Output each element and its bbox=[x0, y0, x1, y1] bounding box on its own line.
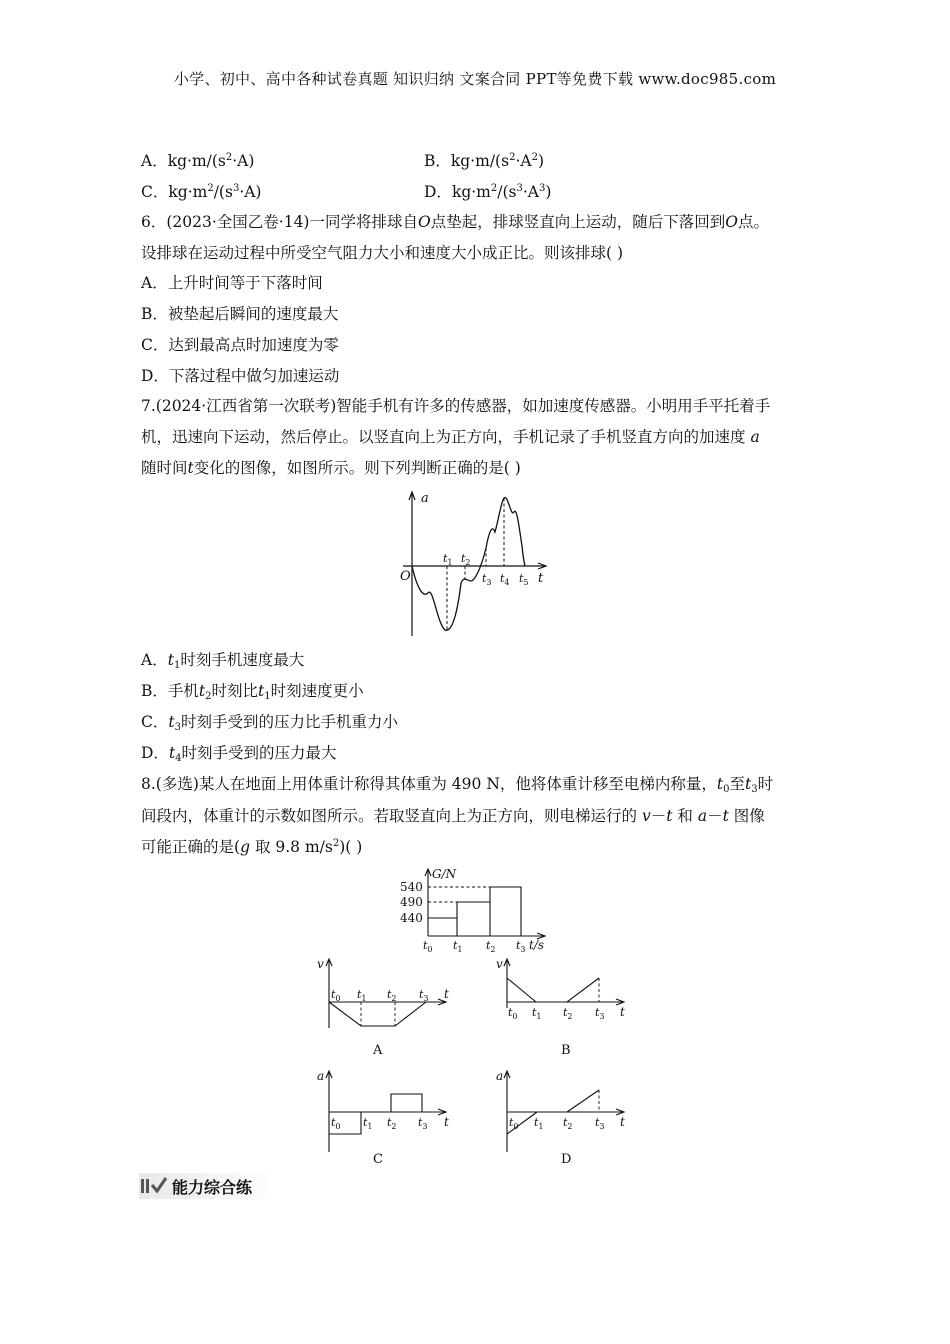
qc-tlabel: t bbox=[444, 1115, 449, 1129]
q7-option-a: A．$t_1$时刻手机速度最大 bbox=[141, 651, 305, 671]
qd-t1: $t_1$ bbox=[534, 1116, 544, 1131]
q8-option-b-graph bbox=[495, 958, 635, 1058]
qa-t2: $t_2$ bbox=[387, 988, 397, 1003]
q7-tick-t3: $t_3$ bbox=[482, 572, 492, 587]
q7-option-c: C．$t_3$时刻手受到的压力比手机重力小 bbox=[141, 713, 398, 733]
q7-stem-line1: 7.(2024·江西省第一次联考)智能手机有许多的传感器，如加速度传感器。小明用手平托着手 bbox=[141, 397, 771, 415]
q7-option-b: B．手机$t_2$时刻比$t_1$时刻速度更小 bbox=[141, 682, 364, 702]
q6-option-c: C．达到最高点时加速度为零 bbox=[141, 336, 339, 354]
qb-t3: $t_3$ bbox=[595, 1006, 605, 1021]
q8-stem-line3: 可能正确的是(g 取 9.8 $m/s^2$)( ) bbox=[141, 838, 363, 856]
q7-acceleration-graph bbox=[395, 488, 555, 638]
q8-g-xtick-t0: $t_0$ bbox=[423, 939, 433, 954]
q7-tick-t5: $t_5$ bbox=[519, 572, 529, 587]
qd-t0: $t_0$ bbox=[509, 1116, 519, 1131]
q8-stem-line1: 8.(多选)某人在地面上用体重计称得其体重为 490 N，他将体重计移至电梯内称量，$t_0$至$t_3$时 bbox=[141, 775, 774, 795]
q6-stem-line1: 6．(2023·全国乙卷·14)一同学将排球自O点垫起，排球竖直向上运动，随后下落回到O点。 bbox=[141, 213, 769, 231]
q7-tick-t4: $t_4$ bbox=[500, 572, 510, 587]
q7-option-d: D．$t_4$时刻手受到的压力最大 bbox=[141, 744, 337, 764]
section-title: 能力综合练 bbox=[172, 1178, 253, 1197]
qa-t0: $t_0$ bbox=[331, 988, 341, 1003]
qa-t1: $t_1$ bbox=[357, 988, 367, 1003]
q7-stem-line3: 随时间t变化的图像，如图所示。则下列判断正确的是( ) bbox=[141, 459, 521, 477]
qc-t2: $t_2$ bbox=[387, 1116, 397, 1131]
qa-tlabel: t bbox=[444, 987, 449, 1001]
q7-origin-label: O bbox=[400, 569, 411, 584]
q8-g-ytick-540: 540 bbox=[400, 880, 423, 894]
qb-t0: $t_0$ bbox=[508, 1006, 518, 1021]
q7-x-label: t bbox=[538, 571, 544, 586]
q8-option-d-graph bbox=[495, 1068, 635, 1168]
q8-weight-graph bbox=[398, 866, 558, 954]
qb-tlabel: t bbox=[620, 1005, 625, 1019]
qd-tlabel: t bbox=[620, 1115, 625, 1129]
q8-stem-line2: 间段内，体重计的示数如图所示。若取竖直向上为正方向，则电梯运行的 v－t 和 a－t 图像 bbox=[141, 807, 765, 825]
qc-alabel: a bbox=[317, 1069, 325, 1083]
q8-g-ytick-490: 490 bbox=[400, 895, 423, 909]
section-heading bbox=[139, 1173, 275, 1199]
q8-g-xlabel: t/s bbox=[529, 938, 545, 952]
qa-vlabel: v bbox=[317, 957, 324, 971]
q7-tick-t1: $t_1$ bbox=[443, 552, 453, 567]
qb-t2: $t_2$ bbox=[563, 1006, 573, 1021]
q6-option-b: B．被垫起后瞬间的速度最大 bbox=[141, 305, 339, 323]
q6-stem-line2: 设排球在运动过程中所受空气阻力大小和速度大小成正比。则该排球( ) bbox=[141, 244, 624, 262]
q8-option-c-graph bbox=[315, 1068, 455, 1168]
q8-g-ylabel: G/N bbox=[432, 867, 457, 881]
q7-stem-line2: 机，迅速向下运动，然后停止。以竖直向上为正方向，手机记录了手机竖直方向的加速度 a bbox=[141, 428, 760, 446]
qd-alabel: a bbox=[496, 1069, 504, 1083]
option-a-caption: A bbox=[373, 1043, 383, 1058]
q5-option-b: B．$kg\cdot m/(s^2\cdot A^2)$ bbox=[424, 152, 544, 170]
qc-t1: $t_1$ bbox=[363, 1116, 373, 1131]
q6-option-a: A．上升时间等于下落时间 bbox=[141, 274, 323, 292]
q8-g-xtick-t3: $t_3$ bbox=[516, 939, 526, 954]
q5-option-a: A．$kg\cdot m/(s^2\cdot A)$ bbox=[141, 152, 255, 170]
q7-y-label: a bbox=[421, 491, 429, 506]
q8-g-ytick-440: 440 bbox=[400, 911, 423, 925]
qd-t2: $t_2$ bbox=[563, 1116, 573, 1131]
q5-option-c: C．$kg\cdot m^2/(s^3\cdot A)$ bbox=[141, 183, 262, 201]
qc-t3: $t_3$ bbox=[418, 1116, 428, 1131]
q5-option-d: D．$kg\cdot m^2/(s^3\cdot A^3)$ bbox=[424, 183, 552, 201]
option-c-caption: C bbox=[373, 1152, 383, 1167]
qa-t3: $t_3$ bbox=[419, 988, 429, 1003]
qc-t0: $t_0$ bbox=[331, 1116, 341, 1131]
qd-t3: $t_3$ bbox=[595, 1116, 605, 1131]
q8-g-xtick-t1: $t_1$ bbox=[453, 939, 463, 954]
q7-tick-t2: $t_2$ bbox=[461, 552, 471, 567]
qb-vlabel: v bbox=[496, 957, 503, 971]
q8-option-a-graph bbox=[315, 958, 455, 1058]
q8-g-xtick-t2: $t_2$ bbox=[486, 939, 496, 954]
option-b-caption: B bbox=[561, 1043, 571, 1058]
option-d-caption: D bbox=[561, 1152, 572, 1167]
checkmark-icon bbox=[141, 1177, 167, 1195]
qb-t1: $t_1$ bbox=[532, 1006, 542, 1021]
q6-option-d: D．下落过程中做匀加速运动 bbox=[141, 367, 340, 385]
page-header: 小学、初中、高中各种试卷真题 知识归纳 文案合同 PPT等免费下载 www.doc985.com bbox=[173, 70, 777, 88]
